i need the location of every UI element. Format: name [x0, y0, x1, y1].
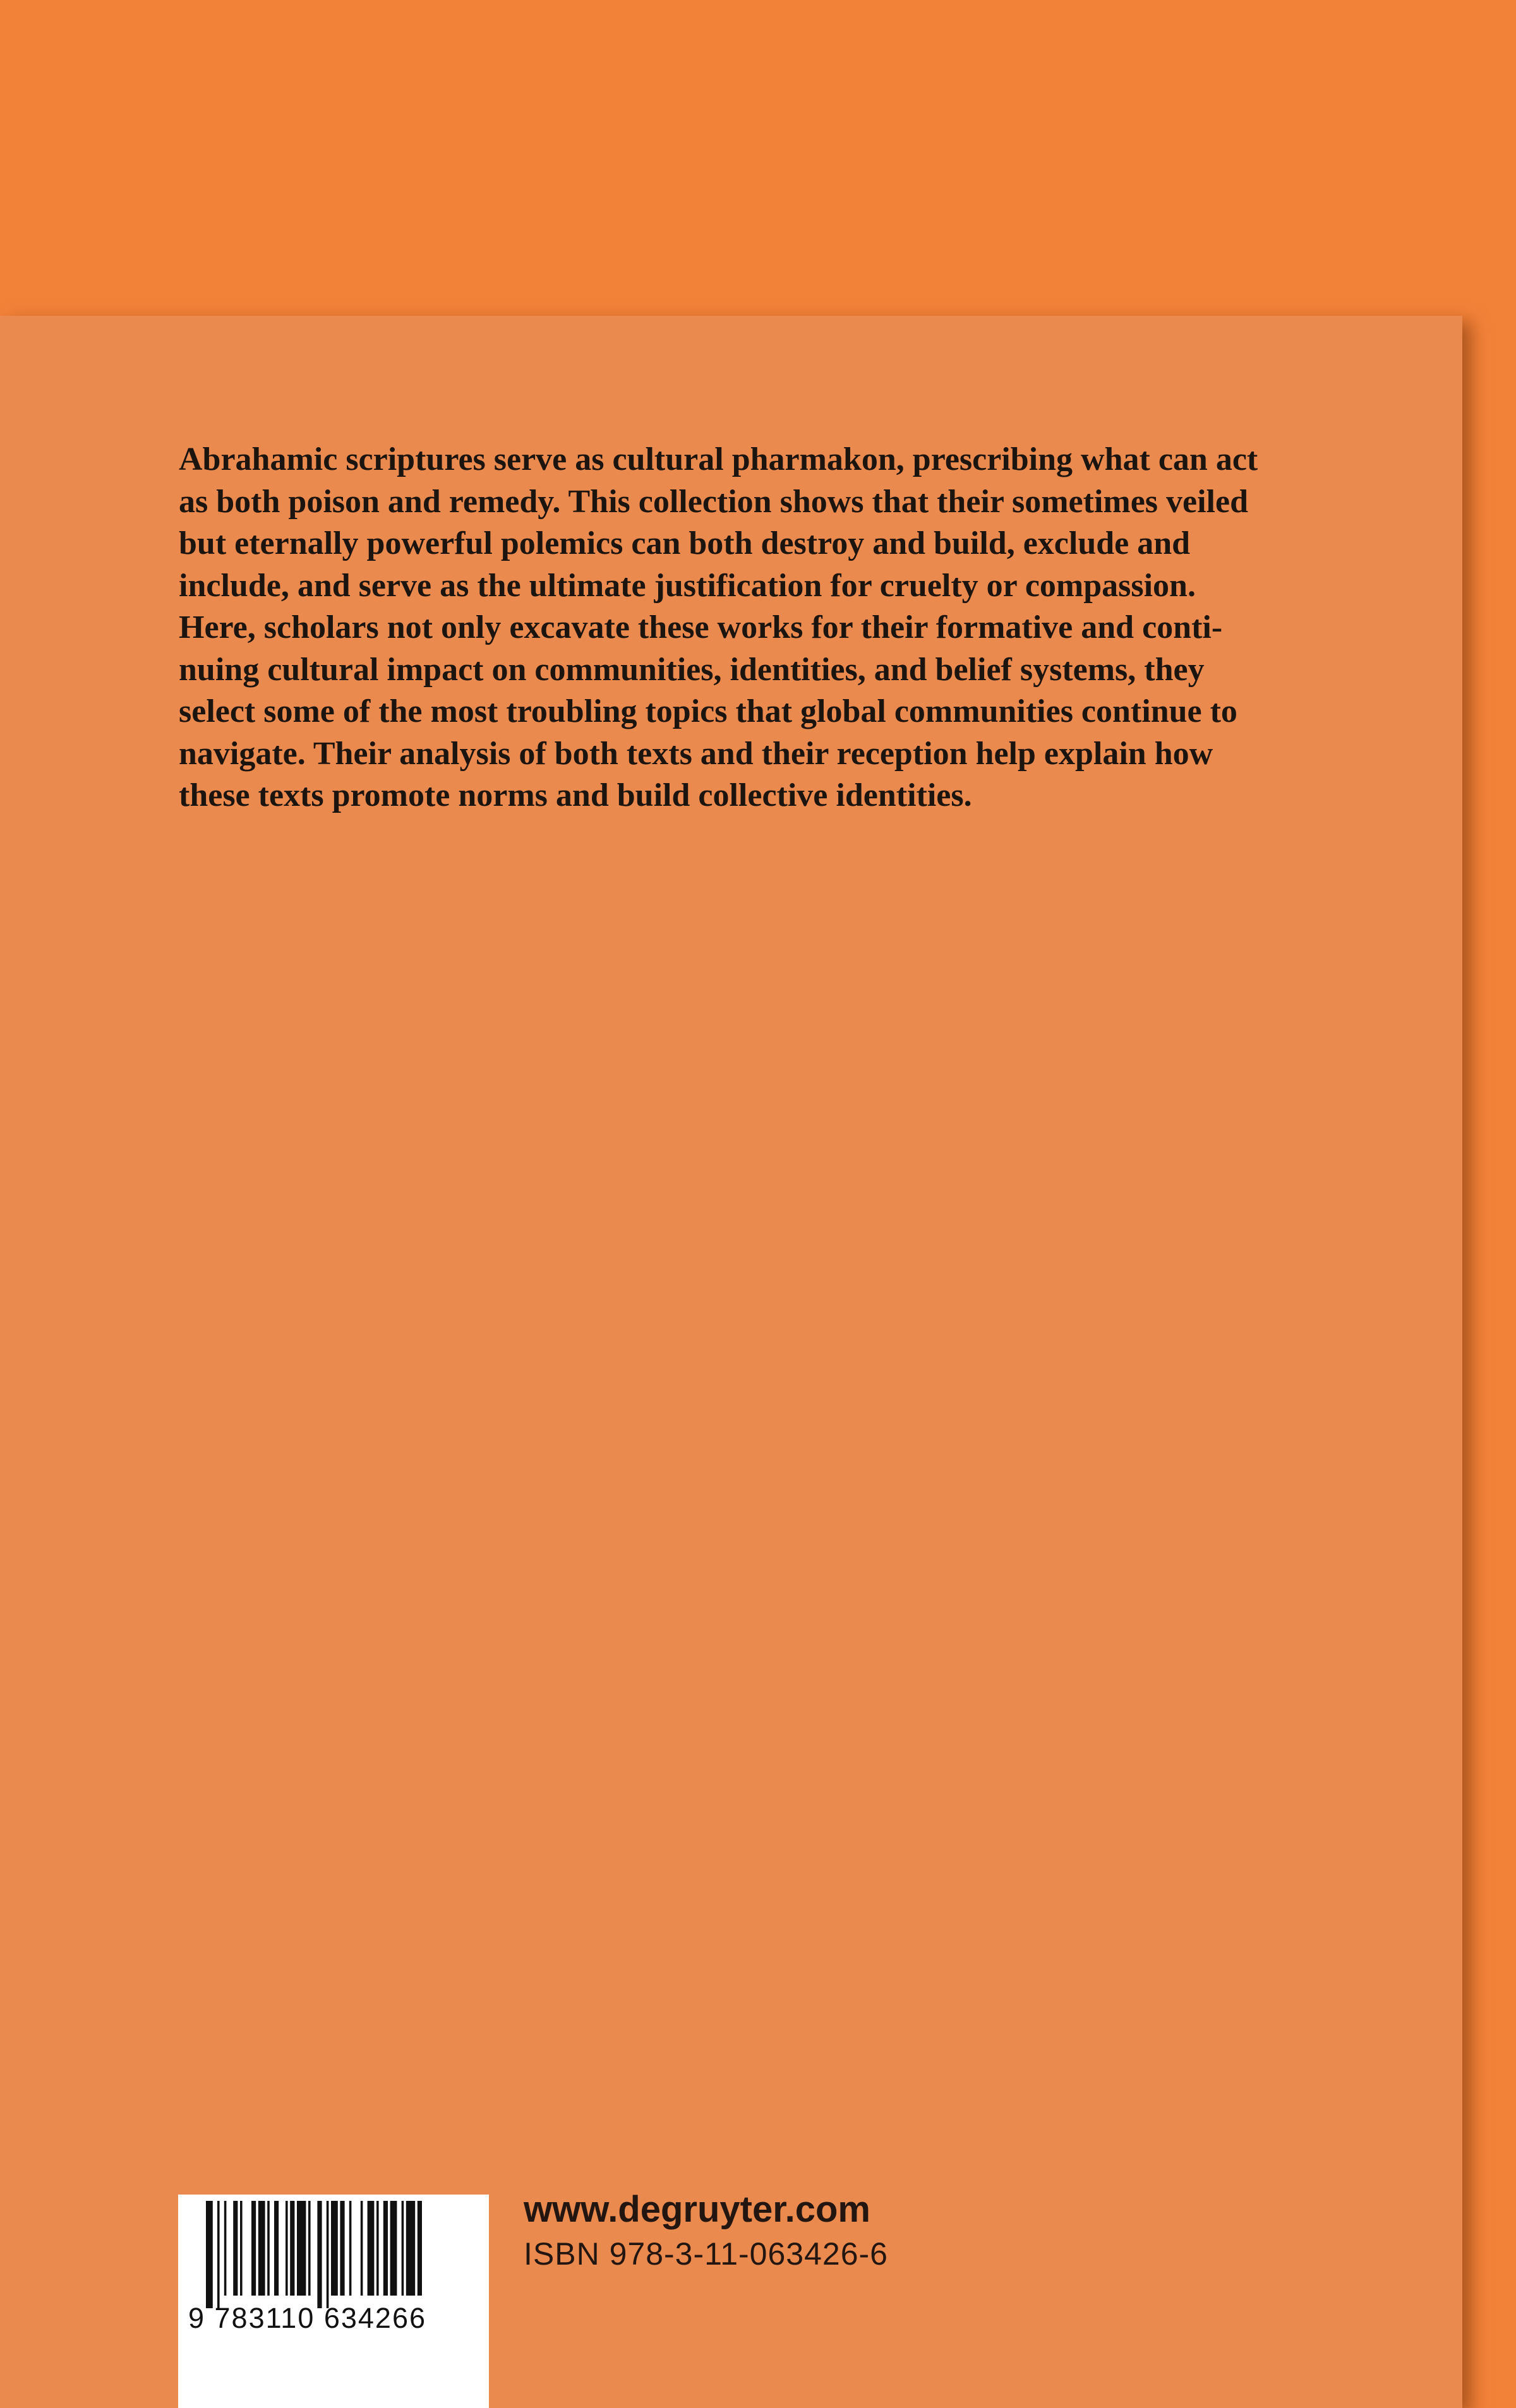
barcode-bar — [418, 2201, 422, 2296]
blurb-line: Abrahamic scriptures serve as cultural pharmakon, prescribing what can act — [179, 441, 1258, 477]
barcode-bar — [233, 2201, 238, 2296]
barcode-bar — [290, 2201, 294, 2296]
barcode-bar — [383, 2201, 388, 2296]
blurb-line: these texts promote norms and build collective identities. — [179, 777, 972, 813]
blurb-line: select some of the most troubling topics that global communities continue to — [179, 693, 1237, 729]
barcode-bar — [406, 2201, 415, 2296]
barcode-bar — [258, 2201, 265, 2296]
barcode-bar — [217, 2201, 220, 2308]
barcode-bar — [368, 2201, 375, 2296]
barcode-bar — [340, 2201, 344, 2296]
barcode-bar — [361, 2201, 363, 2296]
barcode-bar — [390, 2201, 397, 2296]
blurb-line: include, and serve as the ultimate justification for cruelty or compassion. — [179, 567, 1196, 604]
blurb-line: nuing cultural impact on communities, identities, and belief systems, they — [179, 651, 1205, 688]
barcode-bar — [240, 2201, 243, 2296]
barcode-bar — [267, 2201, 270, 2296]
blurb-line: but eternally powerful polemics can both destroy and build, exclude and — [179, 525, 1191, 561]
barcode-bar — [376, 2201, 379, 2296]
barcode-bar — [224, 2201, 227, 2296]
barcode-bar — [331, 2201, 338, 2296]
blurb-line: navigate. Their analysis of both texts and their reception help explain how — [179, 735, 1213, 772]
barcode-bar — [402, 2201, 404, 2296]
barcode-bar — [206, 2201, 213, 2308]
barcode-bar — [274, 2201, 279, 2296]
publisher-url[interactable]: www.degruyter.com — [524, 2189, 870, 2230]
barcode-bar — [286, 2201, 288, 2296]
barcode-digits: 9 783110 634266 — [188, 2302, 427, 2334]
blurb-line: as both poison and remedy. This collection shows that their sometimes veiled — [179, 483, 1248, 520]
barcode-bar — [317, 2201, 322, 2308]
barcode-bar — [297, 2201, 306, 2296]
barcode-bar — [327, 2201, 329, 2308]
barcode-bars-icon — [178, 2195, 489, 2308]
barcode-bar — [308, 2201, 311, 2296]
blurb-text — [179, 439, 1335, 817]
barcode-bar — [349, 2201, 352, 2296]
barcode — [178, 2195, 489, 2408]
barcode-bar — [251, 2201, 256, 2296]
blurb-line: Here, scholars not only excavate these works for their formative and conti- — [179, 609, 1223, 645]
isbn-number: ISBN 978-3-11-063426-6 — [524, 2236, 888, 2272]
